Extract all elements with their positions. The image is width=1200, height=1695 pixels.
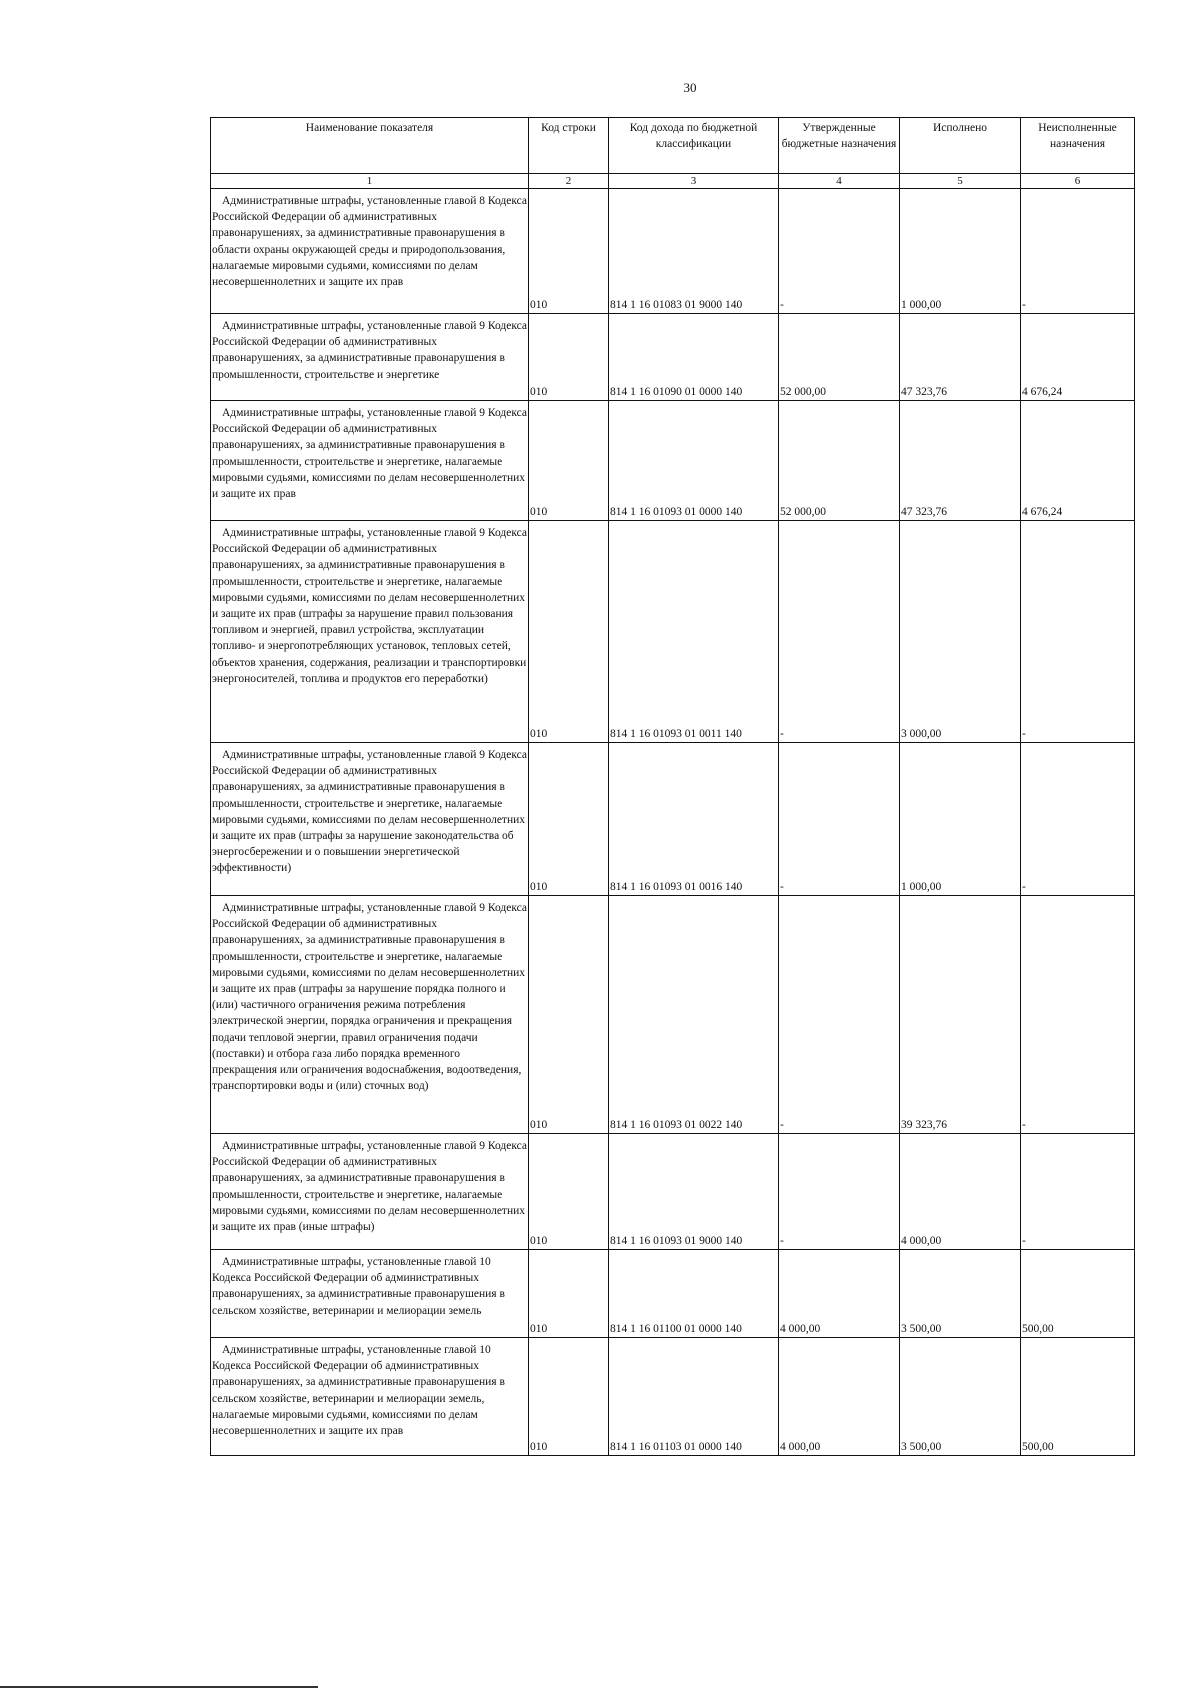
line-code-cell: 010 bbox=[529, 521, 609, 743]
indicator-name-cell: Административные штрафы, установленные главой 10 Кодекса Российской Федерации об административных правонарушениях, за административные правонарушения в сельском хозяйстве, ветеринарии и мелиорации земель, налагаемые мировыми судьями, комиссиями по делам несовершеннолетних и защите их прав bbox=[211, 1338, 529, 1456]
executed-cell: 3 500,00 bbox=[900, 1338, 1021, 1456]
table-row bbox=[211, 1250, 1135, 1338]
table-row bbox=[211, 1338, 1135, 1456]
income-code-cell: 814 1 16 01083 01 9000 140 bbox=[609, 189, 779, 314]
unexecuted-cell: - bbox=[1021, 521, 1135, 743]
approved-cell: - bbox=[779, 1134, 900, 1250]
line-code-cell: 010 bbox=[529, 743, 609, 896]
approved-cell: 4 000,00 bbox=[779, 1338, 900, 1456]
indicator-name-cell: Административные штрафы, установленные главой 9 Кодекса Российской Федерации об административных правонарушениях, за административные правонарушения в промышленности, строительстве и энергетике bbox=[211, 314, 529, 401]
approved-cell: 4 000,00 bbox=[779, 1250, 900, 1338]
table-row bbox=[211, 743, 1135, 896]
table-row bbox=[211, 896, 1135, 1134]
executed-cell: 1 000,00 bbox=[900, 189, 1021, 314]
indicator-name-cell: Административные штрафы, установленные главой 9 Кодекса Российской Федерации об административных правонарушениях, за административные правонарушения в промышленности, строительстве и энергетике, налагаемые мировыми судьями, комиссиями по делам несовершеннолетних и защите их прав (иные штрафы) bbox=[211, 1134, 529, 1250]
header-income-code: Код дохода по бюджетной классификации bbox=[609, 118, 779, 174]
footer-rule bbox=[0, 1686, 318, 1688]
line-code-cell: 010 bbox=[529, 189, 609, 314]
indicator-name-cell: Административные штрафы, установленные главой 10 Кодекса Российской Федерации об административных правонарушениях, за административные правонарушения в сельском хозяйстве, ветеринарии и мелиорации земель bbox=[211, 1250, 529, 1338]
unexecuted-cell: 4 676,24 bbox=[1021, 401, 1135, 521]
line-code-cell: 010 bbox=[529, 1134, 609, 1250]
column-number: 5 bbox=[900, 174, 1021, 189]
executed-cell: 39 323,76 bbox=[900, 896, 1021, 1134]
executed-cell: 3 500,00 bbox=[900, 1250, 1021, 1338]
unexecuted-cell: - bbox=[1021, 743, 1135, 896]
table-row bbox=[211, 521, 1135, 743]
line-code-cell: 010 bbox=[529, 1250, 609, 1338]
budget-execution-table bbox=[210, 117, 1135, 1456]
column-number: 1 bbox=[211, 174, 529, 189]
line-code-cell: 010 bbox=[529, 401, 609, 521]
income-code-cell: 814 1 16 01100 01 0000 140 bbox=[609, 1250, 779, 1338]
unexecuted-cell: 500,00 bbox=[1021, 1250, 1135, 1338]
unexecuted-cell: 4 676,24 bbox=[1021, 314, 1135, 401]
header-unexecuted-appropriations: Неисполненные назначения bbox=[1021, 118, 1135, 174]
line-code-cell: 010 bbox=[529, 896, 609, 1134]
income-code-cell: 814 1 16 01093 01 9000 140 bbox=[609, 1134, 779, 1250]
header-line-code: Код строки bbox=[529, 118, 609, 174]
line-code-cell: 010 bbox=[529, 1338, 609, 1456]
income-code-cell: 814 1 16 01103 01 0000 140 bbox=[609, 1338, 779, 1456]
income-code-cell: 814 1 16 01093 01 0016 140 bbox=[609, 743, 779, 896]
income-code-cell: 814 1 16 01093 01 0000 140 bbox=[609, 401, 779, 521]
income-code-cell: 814 1 16 01093 01 0022 140 bbox=[609, 896, 779, 1134]
income-code-cell: 814 1 16 01090 01 0000 140 bbox=[609, 314, 779, 401]
table-row bbox=[211, 314, 1135, 401]
approved-cell: - bbox=[779, 743, 900, 896]
header-indicator-name: Наименование показателя bbox=[211, 118, 529, 174]
executed-cell: 1 000,00 bbox=[900, 743, 1021, 896]
indicator-name-cell: Административные штрафы, установленные главой 8 Кодекса Российской Федерации об административных правонарушениях, за административные правонарушения в области охраны окружающей среды и природопользования, налагаемые мировыми судьями, комиссиями по делам несовершеннолетних и защите их прав bbox=[211, 189, 529, 314]
approved-cell: - bbox=[779, 896, 900, 1134]
column-number: 2 bbox=[529, 174, 609, 189]
approved-cell: - bbox=[779, 521, 900, 743]
column-number: 3 bbox=[609, 174, 779, 189]
unexecuted-cell: - bbox=[1021, 189, 1135, 314]
unexecuted-cell: 500,00 bbox=[1021, 1338, 1135, 1456]
header-approved-appropriations: Утвержденные бюджетные назначения bbox=[779, 118, 900, 174]
column-number: 6 bbox=[1021, 174, 1135, 189]
approved-cell: 52 000,00 bbox=[779, 401, 900, 521]
header-executed: Исполнено bbox=[900, 118, 1021, 174]
approved-cell: - bbox=[779, 189, 900, 314]
indicator-name-cell: Административные штрафы, установленные главой 9 Кодекса Российской Федерации об административных правонарушениях, за административные правонарушения в промышленности, строительстве и энергетике, налагаемые мировыми судьями, комиссиями по делам несовершеннолетних и защите их прав (штрафы за нарушение законодательства об энергосбережении и о повышении энергетической эффективности) bbox=[211, 743, 529, 896]
column-number: 4 bbox=[779, 174, 900, 189]
table-row bbox=[211, 401, 1135, 521]
executed-cell: 47 323,76 bbox=[900, 314, 1021, 401]
executed-cell: 4 000,00 bbox=[900, 1134, 1021, 1250]
table-row bbox=[211, 1134, 1135, 1250]
page-number: 30 bbox=[683, 80, 697, 95]
approved-cell: 52 000,00 bbox=[779, 314, 900, 401]
unexecuted-cell: - bbox=[1021, 896, 1135, 1134]
table-row bbox=[211, 189, 1135, 314]
indicator-name-cell: Административные штрафы, установленные главой 9 Кодекса Российской Федерации об административных правонарушениях, за административные правонарушения в промышленности, строительстве и энергетике, налагаемые мировыми судьями, комиссиями по делам несовершеннолетних и защите их прав (штрафы за нарушение порядка полного и (или) частичного ограничения режима потребления электрической энергии, порядка ограничения и прекращения подачи тепловой энергии, правил ограничения подачи (поставки) и отбора газа либо порядка временного прекращения или ограничения водоснабжения, водоотведения, транспортировки воды и (или) сточных вод) bbox=[211, 896, 529, 1134]
indicator-name-cell: Административные штрафы, установленные главой 9 Кодекса Российской Федерации об административных правонарушениях, за административные правонарушения в промышленности, строительстве и энергетике, налагаемые мировыми судьями, комиссиями по делам несовершеннолетних и защите их прав bbox=[211, 401, 529, 521]
indicator-name-cell: Административные штрафы, установленные главой 9 Кодекса Российской Федерации об административных правонарушениях, за административные правонарушения в промышленности, строительстве и энергетике, налагаемые мировыми судьями, комиссиями по делам несовершеннолетних и защите их прав (штрафы за нарушение правил пользования топливом и энергией, правил устройства, эксплуатации топливо- и энергопотребляющих установок, тепловых сетей, объектов хранения, содержания, реализации и транспортировки энергоносителей, топлива и продуктов его переработки) bbox=[211, 521, 529, 743]
line-code-cell: 010 bbox=[529, 314, 609, 401]
unexecuted-cell: - bbox=[1021, 1134, 1135, 1250]
executed-cell: 47 323,76 bbox=[900, 401, 1021, 521]
executed-cell: 3 000,00 bbox=[900, 521, 1021, 743]
income-code-cell: 814 1 16 01093 01 0011 140 bbox=[609, 521, 779, 743]
